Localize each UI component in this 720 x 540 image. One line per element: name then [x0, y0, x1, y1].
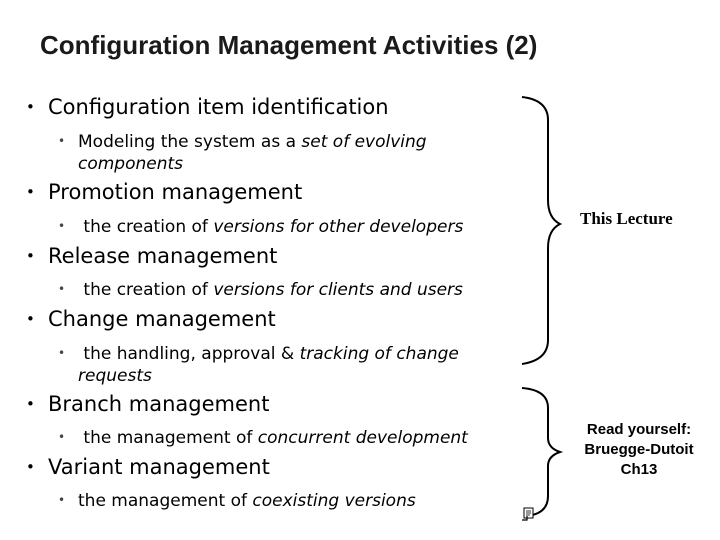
bullet-marker: •	[26, 395, 35, 413]
sub-bullet-italic-cont: requests	[78, 366, 152, 386]
sub-bullet-italic-cont: components	[78, 154, 184, 174]
read-yourself-line: Ch13	[620, 461, 658, 478]
bullet-marker: •	[26, 458, 35, 476]
sub-bullet-marker: •	[58, 282, 66, 296]
bullet-marker: •	[26, 247, 35, 265]
bullet-marker: •	[26, 310, 35, 328]
sub-bullet-italic: versions for other developers	[213, 217, 464, 237]
brace-this-lecture	[522, 97, 560, 364]
sub-bullet-text: the management of	[78, 428, 258, 448]
bullet-marker: •	[26, 98, 35, 116]
bullet-label: Release management	[48, 244, 278, 268]
sub-bullet-italic: tracking of change	[299, 344, 459, 364]
read-yourself-label	[568, 420, 710, 480]
sub-bullet-text: the management of	[78, 491, 253, 511]
document-link-icon[interactable]	[521, 507, 537, 521]
sub-bullet-text: the creation of	[78, 280, 214, 300]
read-yourself-line: Bruegge-Dutoit	[584, 441, 694, 458]
sub-bullet-italic: set of evolving	[301, 132, 427, 152]
brace-read-yourself	[522, 388, 560, 516]
sub-bullet-italic: coexisting versions	[252, 491, 416, 511]
bullet-label: Configuration item identification	[48, 95, 389, 119]
sub-bullet-marker: •	[58, 134, 66, 148]
sub-bullet-marker: •	[58, 346, 66, 360]
bullet-label: Change management	[48, 307, 276, 331]
bullet-label: Variant management	[48, 455, 270, 479]
sub-bullet-marker: •	[58, 430, 66, 444]
sub-bullet-text: the creation of	[78, 217, 214, 237]
this-lecture-label: This Lecture	[580, 209, 673, 228]
sub-bullet-marker: •	[58, 493, 66, 507]
slide-title: Configuration Management Activities (2)	[40, 30, 538, 60]
bullet-marker: •	[26, 183, 35, 201]
bullet-label: Branch management	[48, 392, 270, 416]
bullet-label: Promotion management	[48, 180, 303, 204]
sub-bullet-italic: versions for clients and users	[213, 280, 463, 300]
sub-bullet-marker: •	[58, 219, 66, 233]
read-yourself-line: Read yourself:	[586, 421, 692, 438]
sub-bullet-italic: concurrent development	[257, 428, 468, 448]
sub-bullet-text: Modeling the system as a	[78, 132, 302, 152]
sub-bullet-text: the handling, approval &	[78, 344, 300, 364]
